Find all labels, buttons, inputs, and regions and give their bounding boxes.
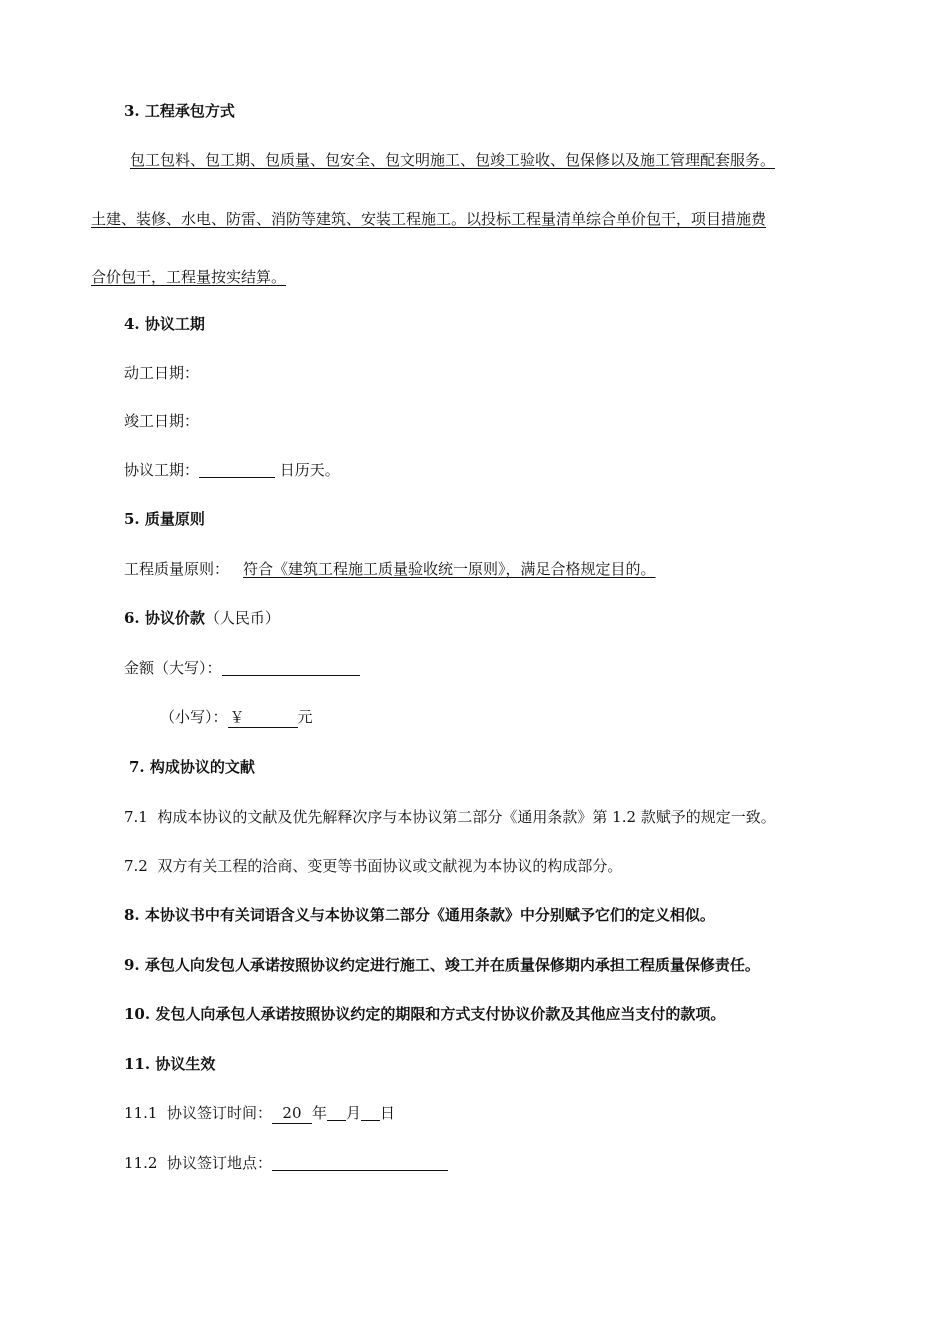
amount-unit: 元 <box>297 708 313 726</box>
item-11-2-number: 11.2 <box>124 1154 158 1172</box>
quality-line <box>124 559 662 579</box>
section-6-heading: 6. 协议价款 <box>124 609 205 627</box>
section-10: 10. 发包人向承包人承诺按照协议约定的期限和方式支付协议价款及其他应当支付的款项。 <box>124 1005 726 1023</box>
section-8: 8. 本协议书中有关词语含义与本协议第二部分《通用条款》中分别赋予它们的定义相似。 <box>124 906 715 924</box>
amount-lower-blank[interactable] <box>228 707 298 728</box>
section-6-heading-line <box>124 608 280 628</box>
currency-symbol: ￥ <box>229 708 245 726</box>
duration-line <box>124 460 340 480</box>
sign-place-label: 协议签订地点： <box>166 1154 272 1172</box>
section-3-heading: 3. 工程承包方式 <box>124 102 235 120</box>
duration-blank[interactable] <box>199 461 275 478</box>
sign-date-line <box>124 1103 395 1124</box>
year-label: 年 <box>311 1104 327 1122</box>
section-3-line-2: 土建、装修、水电、防雷、消防等建筑、安装工程施工。以投标工程量清单综合单价包干，项目措施费 <box>91 210 767 228</box>
item-7-1-number: 7.1 <box>124 808 148 826</box>
section-7-item-1 <box>124 807 776 827</box>
item-7-2-text: 双方有关工程的洽商、变更等书面协议或文献视为本协议的构成部分。 <box>157 857 623 875</box>
amount-lower-line <box>160 707 313 728</box>
duration-suffix: 日历天。 <box>279 461 340 479</box>
start-date-label: 动工日期： <box>124 364 200 382</box>
month-field[interactable] <box>327 1104 346 1121</box>
amount-lower-label: （小写）： <box>160 708 228 726</box>
section-3-line-3: 合价包干，工程量按实结算。 <box>91 268 287 286</box>
year-field[interactable] <box>272 1103 312 1124</box>
amount-upper-line <box>124 658 360 678</box>
quality-value: 符合《建筑工程施工质量验收统一原则》，满足合格规定目的。 <box>243 560 656 578</box>
day-label: 日 <box>380 1104 396 1122</box>
quality-label: 工程质量原则： <box>124 560 230 578</box>
section-6-heading-suffix: （人民币） <box>204 609 280 627</box>
section-4-heading: 4. 协议工期 <box>124 315 205 333</box>
sign-date-label: 协议签订时间： <box>166 1104 272 1122</box>
duration-label: 协议工期： <box>124 461 200 479</box>
amount-upper-label: 金额（大写）： <box>124 659 222 677</box>
sign-place-field[interactable] <box>272 1154 448 1171</box>
section-11-heading: 11. 协议生效 <box>124 1055 216 1073</box>
end-date-label: 竣工日期： <box>124 412 200 430</box>
section-7-heading: 7. 构成协议的文献 <box>129 758 255 776</box>
section-5-heading: 5. 质量原则 <box>124 510 205 528</box>
section-9: 9. 承包人向发包人承诺按照协议约定进行施工、竣工并在质量保修期内承担工程质量保修责任。 <box>124 956 760 974</box>
amount-upper-blank[interactable] <box>222 659 360 676</box>
section-3-line-1: 包工包料、包工期、包质量、包安全、包文明施工、包竣工验收、包保修以及施工管理配套服务。 <box>130 151 776 169</box>
month-label: 月 <box>345 1104 361 1122</box>
sign-place-line <box>124 1153 448 1173</box>
item-7-1-text: 构成本协议的文献及优先解释次序与本协议第二部分《通用条款》第 1.2 款赋予的规定一致。 <box>157 808 776 826</box>
section-7-item-2 <box>124 856 622 876</box>
year-prefix: 20 <box>282 1104 302 1122</box>
item-11-1-number: 11.1 <box>124 1104 158 1122</box>
day-field[interactable] <box>361 1104 380 1121</box>
item-7-2-number: 7.2 <box>124 857 148 875</box>
